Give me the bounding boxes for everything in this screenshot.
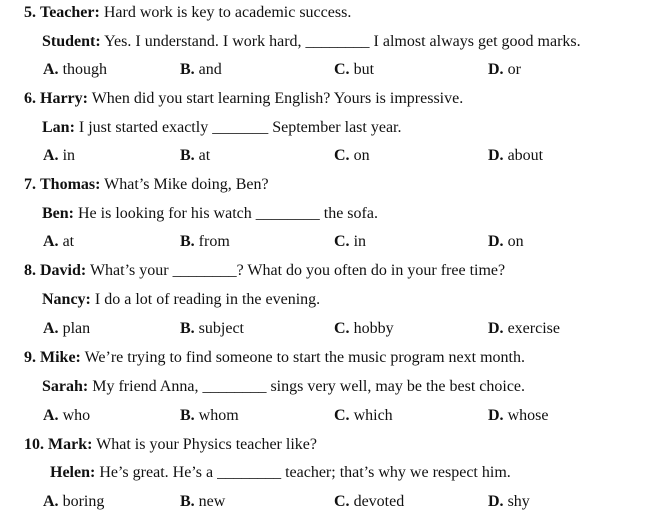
- speaker-name: Nancy:: [42, 291, 91, 308]
- question-8-prompt: [24, 261, 505, 281]
- option-a[interactable]: A. boring: [43, 493, 105, 510]
- question-7-options: [0, 232, 650, 252]
- dialogue-text: What’s your: [86, 262, 173, 279]
- speaker-name: Mark:: [48, 436, 93, 453]
- question-number: 10.: [24, 436, 44, 453]
- answer-blank: ________: [305, 33, 370, 50]
- option-c[interactable]: C. on: [334, 147, 370, 164]
- question-8-reply: [42, 290, 320, 310]
- dialogue-text: the sofa.: [319, 205, 378, 222]
- option-b[interactable]: B. new: [180, 493, 226, 510]
- speaker-name: Harry:: [40, 90, 88, 107]
- option-c[interactable]: C. devoted: [334, 493, 405, 510]
- option-d[interactable]: D. shy: [488, 493, 530, 510]
- question-9-reply: [42, 377, 525, 397]
- speaker-name: Helen:: [50, 464, 96, 481]
- dialogue-text: What’s Mike doing, Ben?: [100, 176, 269, 193]
- question-number: 5.: [24, 4, 36, 21]
- option-c[interactable]: C. hobby: [334, 320, 394, 337]
- option-c[interactable]: C. which: [334, 407, 393, 424]
- question-number: 7.: [24, 176, 36, 193]
- dialogue-text: I almost always get good marks.: [369, 33, 581, 50]
- dialogue-text: September last year.: [268, 119, 402, 136]
- speaker-name: David:: [40, 262, 87, 279]
- dialogue-text: My friend Anna,: [88, 378, 203, 395]
- question-10-options: [0, 492, 650, 512]
- answer-blank: ________: [255, 205, 320, 222]
- question-7-prompt: [24, 175, 269, 195]
- speaker-name: Ben:: [42, 205, 74, 222]
- question-6-prompt: [24, 89, 463, 109]
- option-a[interactable]: A. though: [43, 61, 108, 78]
- question-6-options: [0, 146, 650, 166]
- speaker-name: Mike:: [40, 349, 81, 366]
- option-b[interactable]: B. whom: [180, 407, 239, 424]
- question-10-prompt: [24, 435, 317, 455]
- option-b[interactable]: B. from: [180, 233, 230, 250]
- question-9-prompt: [24, 348, 525, 368]
- question-5-reply: [42, 32, 581, 52]
- answer-blank: ________: [172, 262, 237, 279]
- option-c[interactable]: C. in: [334, 233, 367, 250]
- option-c[interactable]: C. but: [334, 61, 375, 78]
- dialogue-text: ? What do you often do in your free time?: [236, 262, 506, 279]
- question-5-prompt: [24, 3, 351, 23]
- dialogue-text: teacher; that’s why we respect him.: [281, 464, 511, 481]
- option-b[interactable]: B. subject: [180, 320, 244, 337]
- option-d[interactable]: D. on: [488, 233, 524, 250]
- option-b[interactable]: B. and: [180, 61, 222, 78]
- option-a[interactable]: A. at: [43, 233, 75, 250]
- dialogue-text: sings very well, may be the best choice.: [266, 378, 526, 395]
- option-a[interactable]: A. who: [43, 407, 91, 424]
- option-a[interactable]: A. plan: [43, 320, 91, 337]
- dialogue-text: Yes. I understand. I work hard,: [100, 33, 306, 50]
- question-number: 9.: [24, 349, 36, 366]
- speaker-name: Sarah:: [42, 378, 89, 395]
- option-d[interactable]: D. exercise: [488, 320, 560, 337]
- dialogue-text: He’s great. He’s a: [95, 464, 218, 481]
- dialogue-text: I do a lot of reading in the evening.: [90, 291, 321, 308]
- question-8-options: [0, 319, 650, 339]
- dialogue-text: He is looking for his watch: [74, 205, 256, 222]
- question-5-options: [0, 60, 650, 80]
- option-d[interactable]: D. about: [488, 147, 544, 164]
- option-d[interactable]: D. whose: [488, 407, 549, 424]
- speaker-name: Thomas:: [40, 176, 101, 193]
- option-d[interactable]: D. or: [488, 61, 521, 78]
- dialogue-text: When did you start learning English? Yours is impressive.: [87, 90, 464, 107]
- speaker-name: Student:: [42, 33, 101, 50]
- question-number: 8.: [24, 262, 36, 279]
- question-7-reply: [42, 204, 378, 224]
- dialogue-text: I just started exactly: [74, 119, 213, 136]
- dialogue-text: Hard work is key to academic success.: [99, 4, 352, 21]
- answer-blank: ________: [202, 378, 267, 395]
- speaker-name: Teacher:: [40, 4, 100, 21]
- option-a[interactable]: A. in: [43, 147, 76, 164]
- question-6-reply: [42, 118, 402, 138]
- answer-blank: _______: [212, 119, 269, 136]
- question-10-reply: [50, 463, 511, 483]
- dialogue-text: We’re trying to find someone to start the music program next month.: [80, 349, 525, 366]
- question-number: 6.: [24, 90, 36, 107]
- speaker-name: Lan:: [42, 119, 75, 136]
- option-b[interactable]: B. at: [180, 147, 211, 164]
- answer-blank: ________: [217, 464, 282, 481]
- question-9-options: [0, 406, 650, 426]
- dialogue-text: What is your Physics teacher like?: [92, 436, 317, 453]
